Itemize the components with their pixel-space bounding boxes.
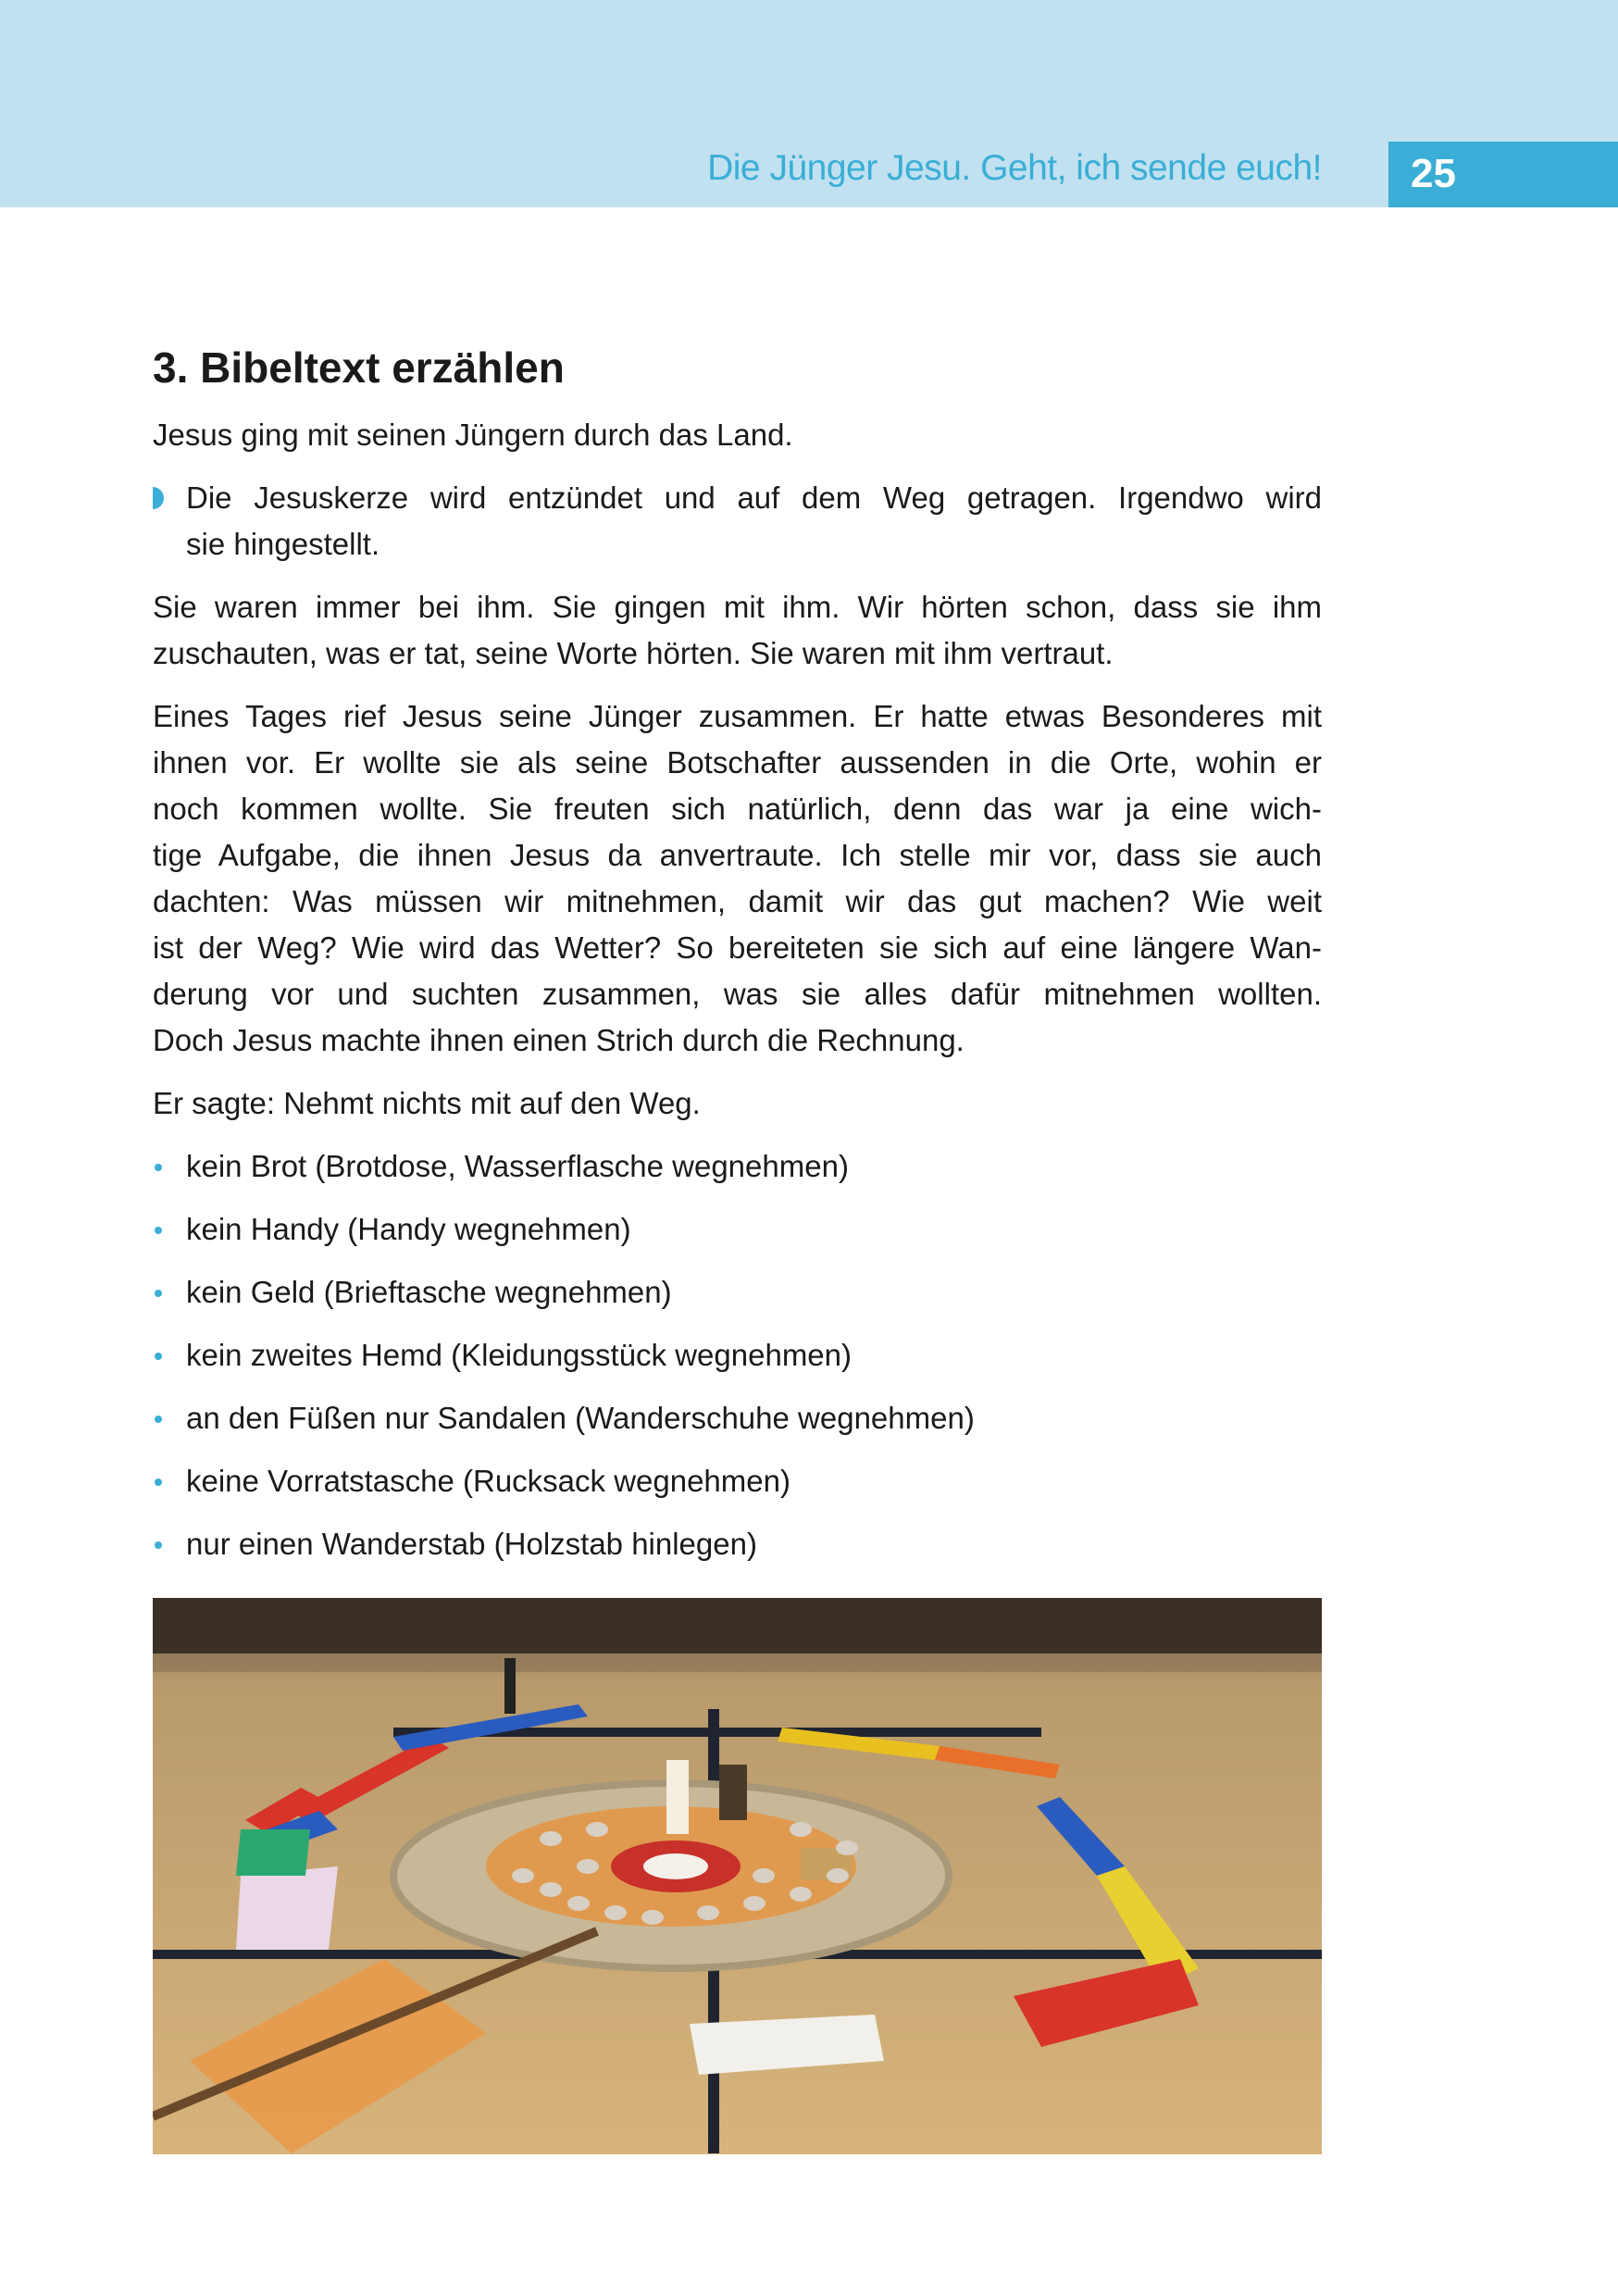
photo-floor-arrangement — [153, 1598, 1322, 2154]
paragraph: Sie waren immer bei ihm. Sie gingen mit ihm. Wir hörten schon, dass sie ihm zuschauten, was er tat, seine Worte hörten. Sie waren mit ihm vertraut. — [153, 590, 1322, 670]
section-heading: 3. Bibeltext erzählen — [153, 343, 565, 392]
list-item: kein Geld (Brieftasche wegnehmen) — [153, 1269, 1322, 1316]
photo-illustration — [153, 1598, 1322, 2154]
bullet-icon — [155, 1479, 162, 1486]
page-number-box — [1388, 142, 1618, 207]
content-column — [153, 338, 1322, 1584]
list-item: kein Handy (Handy wegnehmen) — [153, 1206, 1322, 1253]
paragraph: Er sagte: Nehmt nichts mit auf den Weg. — [153, 1086, 701, 1120]
list-item: kein zweites Hemd (Kleidungsstück wegnehmen) — [153, 1332, 1322, 1379]
list-item: keine Vorratstasche (Rucksack wegnehmen) — [153, 1458, 1322, 1504]
page-number: 25 — [1411, 151, 1456, 196]
bullet-list — [153, 1143, 1322, 1567]
list-item: an den Füßen nur Sandalen (Wanderschuhe wegnehmen) — [153, 1395, 1322, 1441]
list-item: kein Brot (Brotdose, Wasserflasche wegnehmen) — [153, 1143, 1322, 1190]
bullet-icon — [155, 1541, 162, 1549]
bullet-icon — [155, 1353, 162, 1360]
bullet-icon — [155, 1227, 162, 1234]
bullet-icon — [155, 1290, 162, 1297]
bullet-icon — [155, 1164, 162, 1171]
list-item: nur einen Wanderstab (Holzstab hinlegen) — [153, 1521, 1322, 1567]
paragraph: Eines Tages rief Jesus seine Jünger zusammen. Er hatte etwas Besonderes mit ihnen vor. Er wollte sie als seine Botschafter aussenden in die Orte, wohin er noch kommen wollte. Sie freuten sich natürlich, denn das war ja eine wich- tige Aufgabe, die ihnen Jesus da anvertraute. Ich stelle mir vor, dass sie auch dachten: Was müssen wir mitnehmen, damit wir das gut machen? Wie weit ist der Weg? Wie wird das Wetter? So bereiteten sie sich auf eine längere Wan- derung vor und suchten zusammen, was sie alles dafür mitnehmen wollten. Doch Jesus machte ihnen einen Strich durch die Rechnung. — [153, 699, 1322, 1057]
instruction-item: Die Jesuskerze wird entzündet und auf dem Weg getragen. Irgendwo wird sie hingestellt. — [153, 475, 1322, 568]
triangle-bullet-icon — [153, 487, 164, 509]
running-title: Die Jünger Jesu. Geht, ich sende euch! — [707, 148, 1322, 188]
intro-paragraph: Jesus ging mit seinen Jüngern durch das Land. — [153, 418, 793, 452]
bullet-icon — [155, 1416, 162, 1423]
